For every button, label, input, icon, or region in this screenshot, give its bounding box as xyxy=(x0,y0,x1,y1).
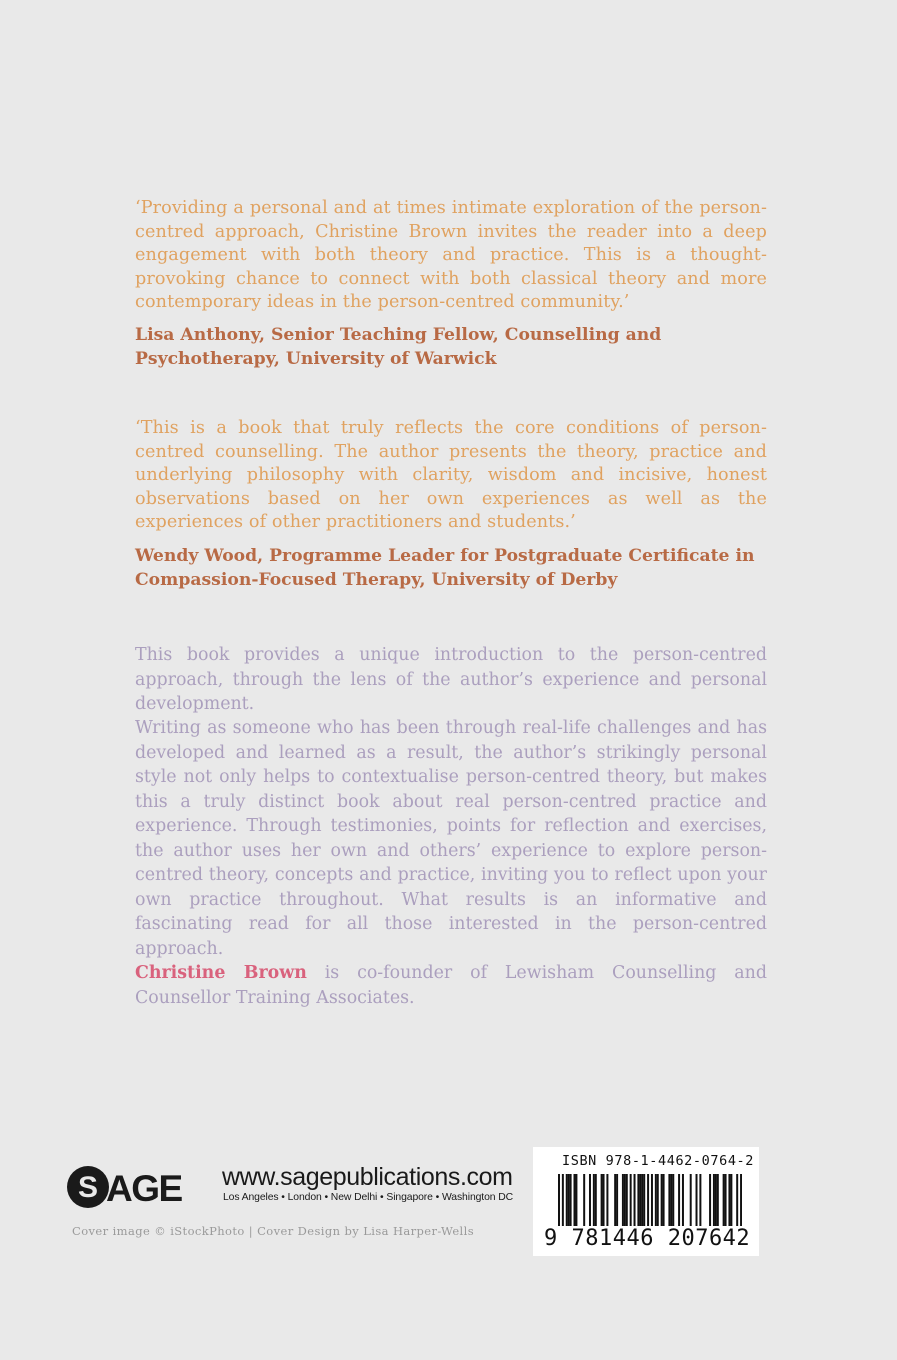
svg-text:S: S xyxy=(77,1171,99,1204)
barcode-bar xyxy=(690,1174,692,1228)
barcode-bar xyxy=(603,1174,605,1228)
barcode-bar xyxy=(730,1174,732,1228)
endorsement-quote-1: ‘Providing a personal and at times intimate exploration of the person-centred approach, Christine Brown invites the reader into a deep engagement with both theory and practice. This is a thought-provoking chance to connect with both classical theory and more contemporary ideas in the person-centred community.’ xyxy=(135,198,767,312)
barcode-bar xyxy=(713,1174,715,1228)
barcode-bar xyxy=(657,1174,659,1228)
barcode-bar xyxy=(725,1174,727,1228)
cover-credits: Cover image © iStockPhoto | Cover Design by Lisa Harper-Wells xyxy=(72,1224,475,1238)
endorsement-quote-2: ‘This is a book that truly reflects the core conditions of person-centred counselling. The author presents the theory, practice and underlying philosophy with clarity, wisdom and incisive, honest observations based on her own experiences as well as the experiences of other practitioners and students.’ xyxy=(135,418,767,532)
barcode-bar xyxy=(606,1174,608,1228)
barcode-bar xyxy=(672,1174,674,1228)
barcode-bar xyxy=(723,1174,725,1228)
barcode-bar xyxy=(622,1174,624,1228)
barcode-bar xyxy=(699,1174,701,1228)
barcode-bar xyxy=(670,1174,672,1228)
barcode-bar xyxy=(634,1174,636,1228)
barcode-bar xyxy=(663,1174,665,1228)
endorsement-attribution-1: Lisa Anthony, Senior Teaching Fellow, Counselling and Psychotherapy, University of Warwick xyxy=(135,325,662,369)
author-name: Christine Brown xyxy=(135,963,307,983)
barcode-bar xyxy=(570,1174,572,1228)
barcode-bar xyxy=(696,1174,698,1228)
barcode-bar xyxy=(728,1174,730,1228)
barcode-bar xyxy=(575,1174,577,1228)
barcode-bar xyxy=(678,1174,680,1228)
barcode-bar xyxy=(668,1174,670,1228)
barcode-bar xyxy=(626,1174,628,1228)
publisher-url: www.sagepublications.com xyxy=(222,1163,513,1191)
barcode-bar xyxy=(616,1174,618,1228)
barcode-bar xyxy=(573,1174,575,1228)
barcode-bar xyxy=(655,1174,657,1228)
barcode-bar xyxy=(593,1174,595,1228)
barcode-bar xyxy=(682,1174,684,1228)
barcode-bar xyxy=(717,1174,719,1228)
isbn-digits: 9 781446 207642 xyxy=(544,1226,751,1251)
barcode-bar xyxy=(709,1174,711,1228)
barcode-bar xyxy=(568,1174,570,1228)
book-description-intro: This book provides a unique introduction to the person-centred approach, through the lens of the author’s experience and personal development. xyxy=(135,645,767,714)
sage-logo xyxy=(66,1164,214,1210)
barcode-bar xyxy=(715,1174,717,1228)
endorsement-attribution-2: Wendy Wood, Programme Leader for Postgraduate Certificate in Compassion-Focused Therapy, University of Derby xyxy=(135,546,755,590)
barcode-bar xyxy=(637,1174,639,1228)
barcode-bar xyxy=(566,1174,568,1228)
barcode-bar xyxy=(595,1174,597,1228)
author-bio-text: is co-founder of Lewisham Counselling and Counsellor Training Associates. xyxy=(135,963,767,1008)
barcode-bar xyxy=(624,1174,626,1228)
publisher-cities: Los Angeles • London • New Delhi • Singapore • Washington DC xyxy=(223,1192,514,1203)
sage-logo-text: AGE xyxy=(106,1168,182,1209)
barcode-bar xyxy=(639,1174,641,1228)
isbn-label: ISBN 978-1-4462-0764-2 xyxy=(562,1153,755,1169)
book-description-body: Writing as someone who has been through real-life challenges and has developed and learned as a result, the author’s strikingly personal style not only helps to contextualise person-centred theory, but makes this a truly distinct book about real person-centred practice and experience. Through testimonies, points for reflection and exercises, the author uses her own and others’ experience to explore person-centred theory, concepts and practice, inviting you to reflect upon your own practice throughout. What results is an informative and fascinating read for all those interested in the person-centred approach. xyxy=(135,718,767,959)
barcode-bar xyxy=(641,1174,643,1228)
isbn-barcode xyxy=(533,1147,759,1256)
barcode-bar xyxy=(601,1174,603,1228)
barcode-bar xyxy=(630,1174,632,1228)
barcode-bar xyxy=(583,1174,585,1228)
barcode-bar xyxy=(661,1174,663,1228)
barcode-bar xyxy=(643,1174,645,1228)
barcode-bar xyxy=(589,1174,591,1228)
author-bio xyxy=(135,961,767,1010)
barcode-bar xyxy=(614,1174,616,1228)
